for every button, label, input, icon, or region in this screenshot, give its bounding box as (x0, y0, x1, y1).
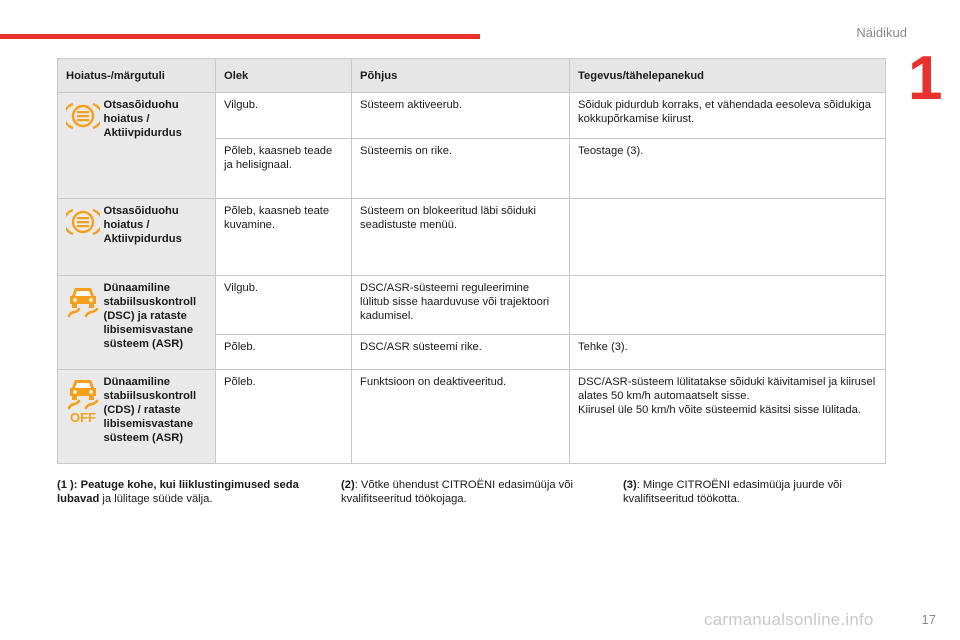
collision-warning-icon (66, 101, 94, 131)
watermark: carmanualsonline.info (704, 610, 874, 629)
collision-warning-icon (66, 207, 94, 237)
state-cell: Põleb, kaasneb teate kuvamine. (216, 199, 352, 276)
cause-cell: Süsteemis on rike. (352, 139, 570, 199)
warning-name: Dünaamiline stabiilsuskontroll (DSC) ja rataste libisemisvastane süsteem (ASR) (102, 276, 216, 370)
table-row (58, 93, 886, 139)
action-cell: DSC/ASR-süsteem lülitatakse sõiduki käivitamisel ja kiirusel alates 50 km/h automaatselt sisse. Kiirusel üle 50 km/h võite süsteemid käsitsi sisse lülitada. (570, 370, 886, 464)
action-cell (570, 199, 886, 276)
footnote-marker: (1 ) (57, 479, 74, 491)
column-header: Olek (216, 59, 352, 93)
action-cell: Teostage (3). (570, 139, 886, 199)
table-row (58, 199, 886, 276)
stability-control-icon (66, 284, 94, 318)
cause-cell: Süsteem on blokeeritud läbi sõiduki seadistuste menüü. (352, 199, 570, 276)
header-accent-bar (0, 34, 480, 39)
warning-name: Otsasõiduohu hoiatus / Aktiivpidurdus (102, 199, 216, 276)
chapter-number: 1 (908, 44, 943, 113)
state-cell: Põleb. (216, 335, 352, 370)
column-header: Põhjus (352, 59, 570, 93)
page-number: 17 (921, 612, 936, 627)
footnote-1-emphasis: : Peatuge kohe, kui liiklustingimused seda lubavad (57, 479, 299, 505)
footnote-2-text: : Võtke ühendust CITROËNI edasimüüja või kvalifitseeritud töökojaga. (341, 479, 573, 505)
warning-name: Otsasõiduohu hoiatus / Aktiivpidurdus (102, 93, 216, 199)
cause-cell: DSC/ASR-süsteemi reguleerimine lülitub sisse haarduvuse või trajektoori kadumisel. (352, 276, 570, 335)
cause-cell: Süsteem aktiveerub. (352, 93, 570, 139)
state-cell: Põleb, kaasneb teade ja helisignaal. (216, 139, 352, 199)
warning-lights-table (57, 58, 886, 464)
table-row (58, 276, 886, 335)
footnote-1-text: ja lülitage süüde välja. (99, 493, 213, 505)
action-cell (570, 276, 886, 335)
warning-icon-cell (58, 276, 102, 370)
column-header: Tegevus/tähelepanekud (570, 59, 886, 93)
state-cell: Vilgub. (216, 93, 352, 139)
stability-control-off-icon (66, 378, 94, 424)
warning-icon-cell (58, 370, 102, 464)
warning-icon-cell (58, 93, 102, 199)
action-cell: Sõiduk pidurdub korraks, et vähendada eesoleva sõidukiga kokkupõrkamise kiirust. (570, 93, 886, 139)
warning-name: Dünaamiline stabiilsuskontroll (CDS) / rataste libisemisvastane süsteem (ASR) (102, 370, 216, 464)
table-row (58, 370, 886, 464)
cause-cell: Funktsioon on deaktiveeritud. (352, 370, 570, 464)
off-label: OFF (70, 410, 96, 424)
state-cell: Vilgub. (216, 276, 352, 335)
section-title: Näidikud (856, 25, 907, 40)
state-cell: Põleb. (216, 370, 352, 464)
footnote-3 (623, 478, 883, 506)
action-cell: Tehke (3). (570, 335, 886, 370)
footnote-marker: (3) (623, 479, 637, 491)
footnote-marker: (2) (341, 479, 355, 491)
footnote-1 (57, 478, 307, 506)
footnote-2 (341, 478, 601, 506)
table-header-row (58, 59, 886, 93)
warning-icon-cell (58, 199, 102, 276)
column-header: Hoiatus-/märgutuli (58, 59, 216, 93)
footnote-3-text: : Minge CITROËNI edasimüüja juurde või kvalifitseeritud töökotta. (623, 479, 842, 505)
cause-cell: DSC/ASR süsteemi rike. (352, 335, 570, 370)
